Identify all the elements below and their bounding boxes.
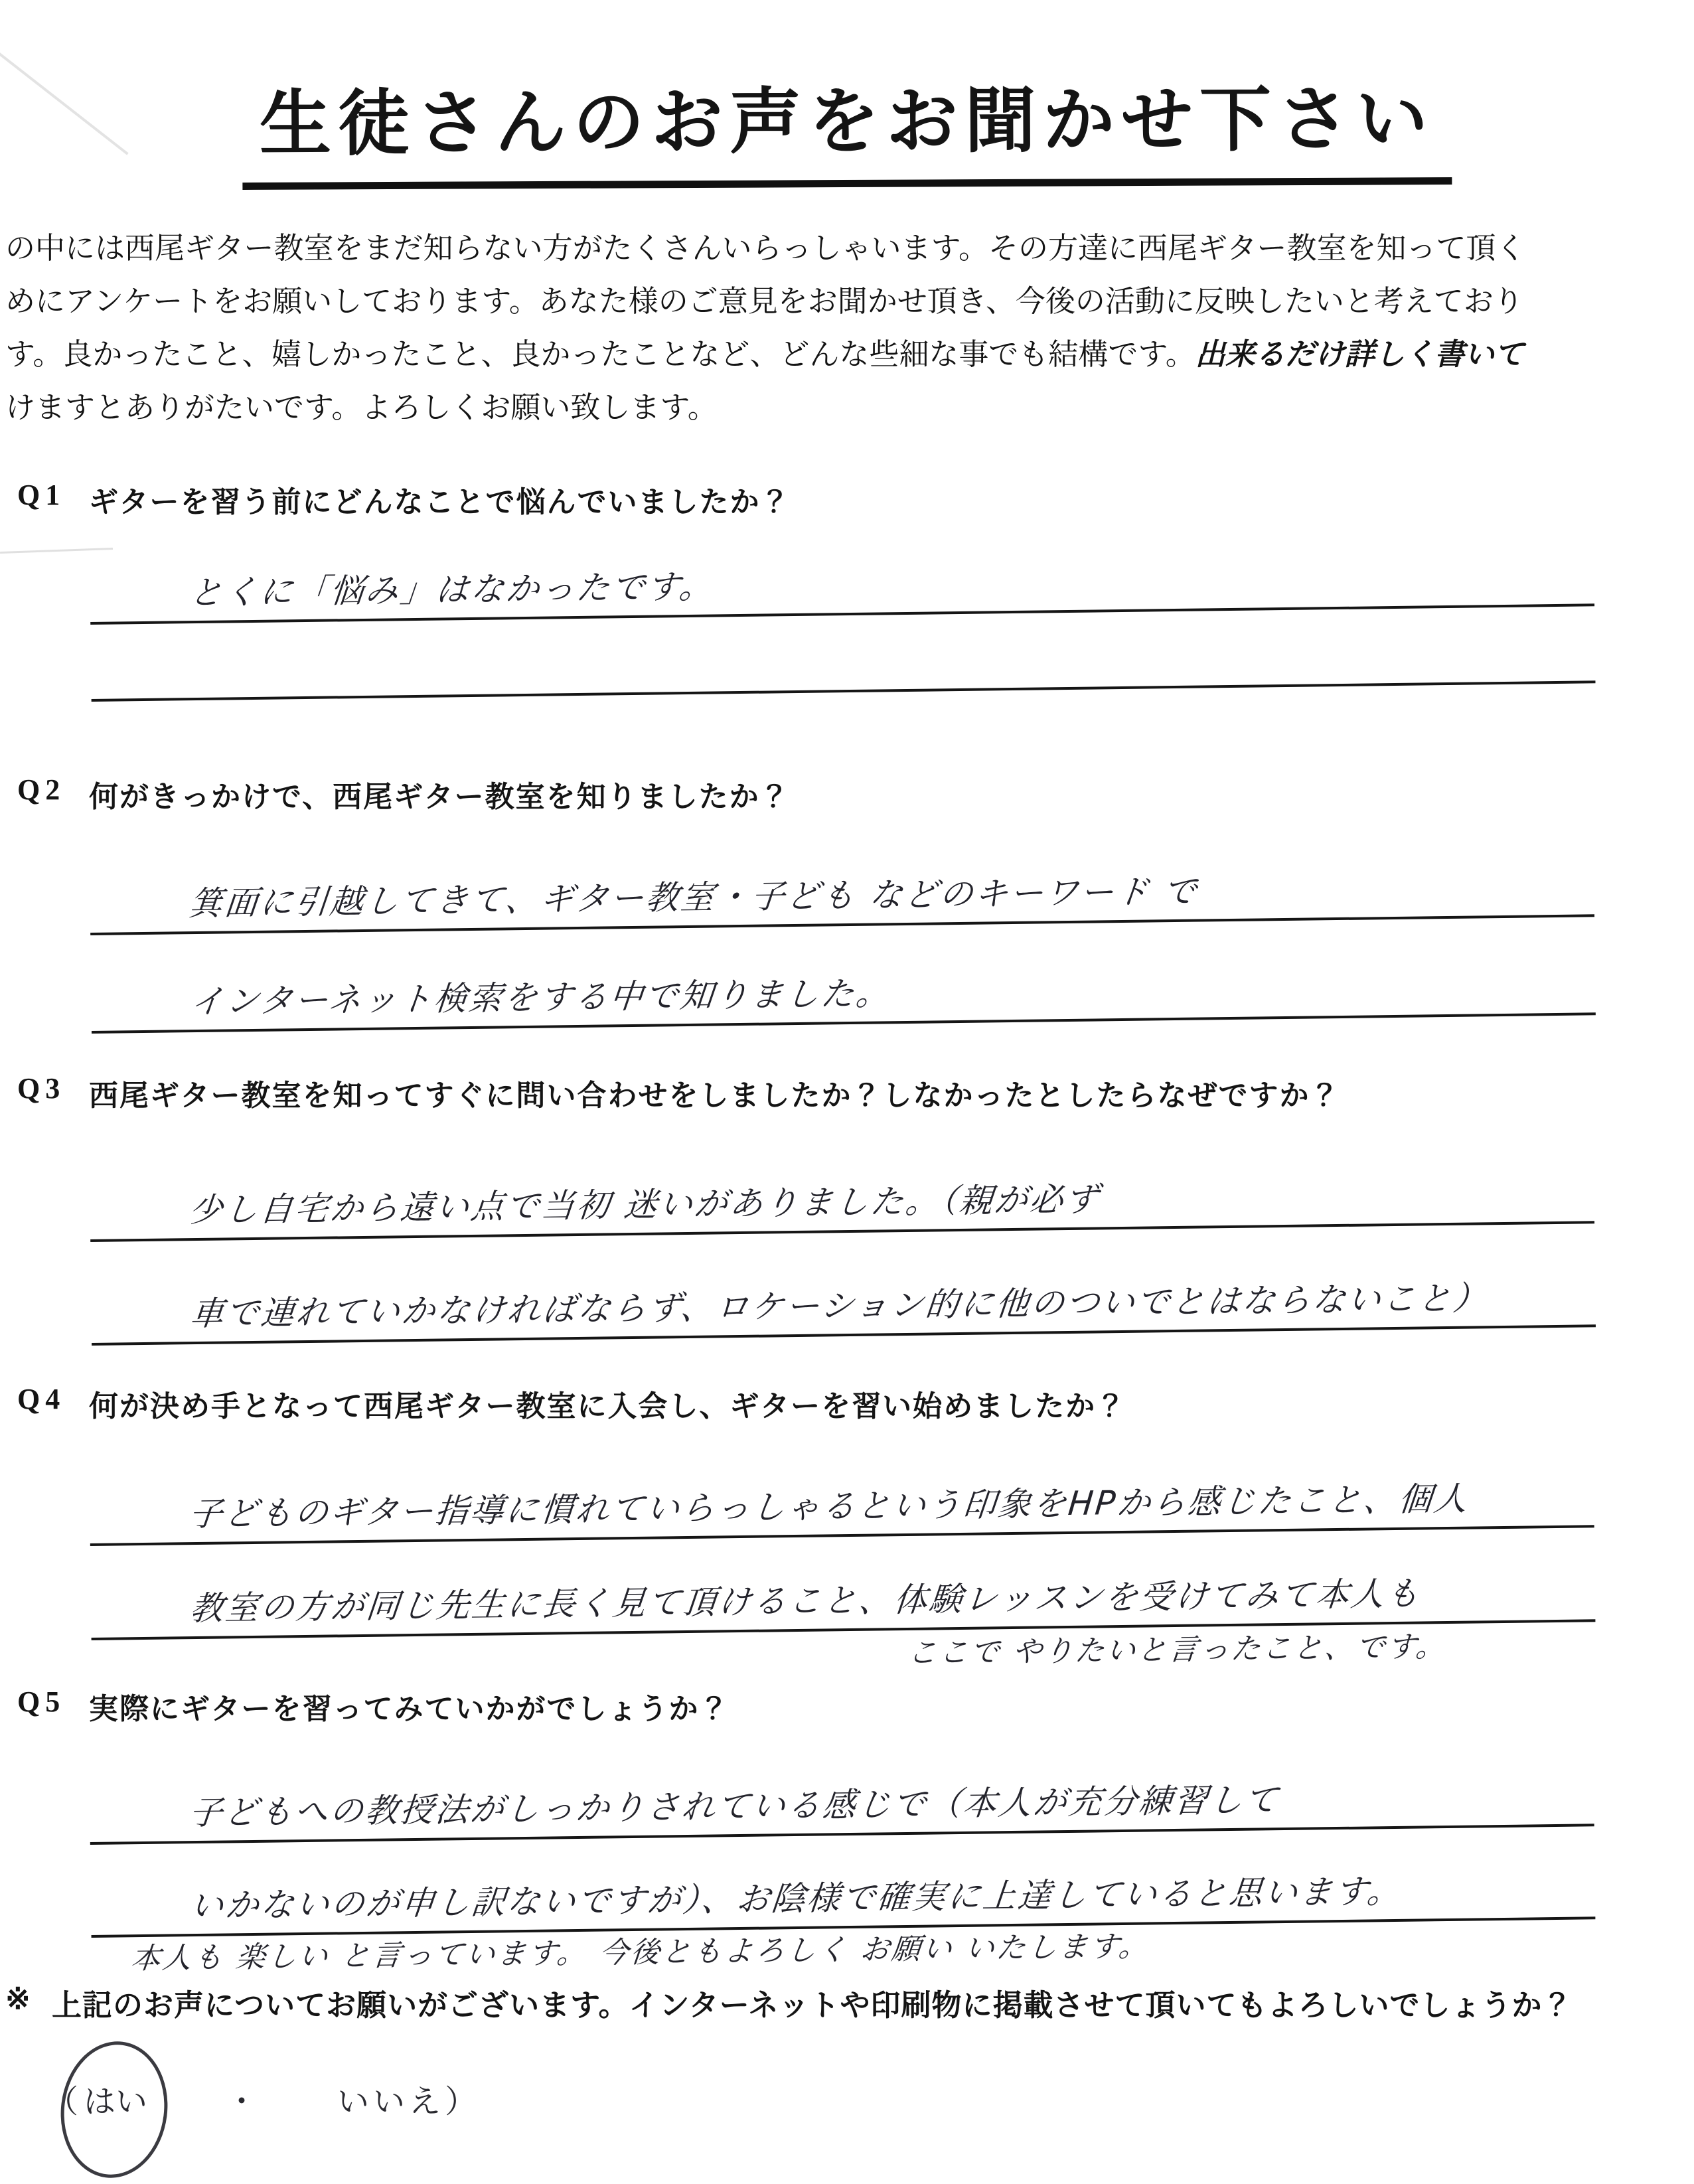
handwritten-circle-mark	[53, 2035, 175, 2184]
yes-no-row	[46, 2076, 1694, 2122]
note-symbol: ※	[5, 1982, 31, 2015]
question-block-q1	[17, 478, 1694, 698]
answer-area-q2	[89, 800, 1596, 1034]
handwritten-answer-q2-line2: インターネット検索をする中で知りました。	[189, 974, 893, 1022]
handwritten-answer-q3-line2: 車で連れていかなければならず、ロケーション的に他のついでとはならないこと）	[189, 1279, 1490, 1334]
answer-line	[89, 1409, 1594, 1546]
answer-area-q5	[89, 1712, 1596, 1978]
close-paren: ）	[445, 2083, 477, 2120]
question-label-q2: Q2	[17, 773, 66, 806]
question-block-q5	[17, 1685, 1694, 1974]
answer-line	[89, 800, 1594, 935]
note-text: 上記のお声についてお願いがございます。インターネットや印刷物に掲載させて頂いてもよろしいでしょうか？	[52, 1989, 1573, 2022]
handwritten-answer-q5-line2: いかないのが申し訳ないですが）、お陰様で確実に上達していると思います。	[188, 1871, 1405, 1926]
intro-line-3	[5, 328, 1690, 381]
handwritten-answer-q5-line1: 子どもへの教授法がしっかりされている感じで（本人が充分練習して	[187, 1780, 1282, 1833]
answer-line	[89, 1712, 1594, 1845]
intro-paragraph	[5, 222, 1690, 434]
handwritten-answer-q4-line3: ここで やりたいと言ったこと、です。	[906, 1629, 1449, 1670]
page-title: 生徒さんのお声をお聞かせ下さい	[242, 61, 1452, 190]
question-text-q4: 何が決め手となって西尾ギター教室に入会し、ギターを習い始めましたか？	[89, 1390, 1127, 1423]
question-label-q1: Q1	[17, 479, 66, 511]
handwritten-answer-q4-line2: 教室の方が同じ先生に長く見て頂けること、体験レッスンを受けてみて本人も	[188, 1574, 1423, 1628]
question-text-q5: 実際にギターを習ってみていかがでしょうか？	[89, 1693, 730, 1725]
intro-line-1: の中には西尾ギター教室をまだ知らない方がたくさんいらっしゃいます。その方達に西尾ギター教室を知って頂く	[5, 232, 1526, 265]
question-text-q3: 西尾ギター教室を知ってすぐに問い合わせをしましたか？しなかったとしたらなぜですか？	[89, 1079, 1341, 1112]
answer-area-q3	[89, 1099, 1596, 1346]
question-text-q1: ギターを習う前にどんなことで悩んでいましたか？	[89, 486, 791, 518]
handwritten-answer-q2-line1: 箕面に引越してきて、ギター教室・子ども などのキーワード で	[187, 872, 1201, 923]
no-label: いいえ	[337, 2083, 445, 2120]
separator-dot: ・	[226, 2083, 258, 2120]
answer-line	[89, 505, 1594, 625]
yes-option	[78, 2076, 153, 2122]
handwritten-answer-q4-line1: 子どものギター指導に慣れていらっしゃるという印象をHPから感じたこと、個人	[187, 1479, 1471, 1534]
handwritten-answer-q3-line1: 少し自宅から遠い点で当初 迷いがありました。（親が必ず	[187, 1180, 1102, 1230]
open-paren: （	[46, 2083, 79, 2120]
yes-label: はい	[84, 2083, 148, 2120]
intro-line-4: けますとありがたいです。よろしくお願い致します。	[5, 391, 718, 424]
question-block-q2	[17, 773, 1694, 1030]
answer-line	[90, 1826, 1596, 1938]
handwritten-answer-q1-line1: とくに「悩み」はなかったです。	[187, 567, 716, 613]
question-label-q4: Q4	[17, 1383, 66, 1415]
answer-area-q4	[89, 1409, 1596, 1681]
intro-line-2: めにアンケートをお願いしております。あなた様のご意見をお聞かせ頂き、今後の活動に反映したいと考えており	[5, 285, 1523, 318]
answer-area-q1	[89, 505, 1595, 702]
publication-consent-note	[5, 1981, 1694, 2024]
answer-line	[90, 1223, 1596, 1346]
question-text-q2: 何がきっかけで、西尾ギター教室を知りましたか？	[89, 781, 791, 813]
question-block-q4	[17, 1382, 1694, 1678]
handwritten-answer-q5-line3: 本人も 楽しい と言っています。 今後ともよろしく お願い いたします。	[129, 1929, 1152, 1976]
answer-line	[90, 917, 1596, 1034]
title-wrap	[0, 64, 1694, 187]
intro-line-3-normal: す。良かったこと、嬉しかったこと、良かったことなど、どんな些細な事でも結構です。	[5, 338, 1195, 371]
question-label-q3: Q3	[17, 1072, 66, 1105]
question-label-q5: Q5	[17, 1685, 66, 1718]
answer-line	[89, 1099, 1594, 1242]
intro-line-3-emphasis: 出来るだけ詳しく書いて	[1195, 338, 1524, 371]
question-block-q3	[17, 1071, 1694, 1342]
